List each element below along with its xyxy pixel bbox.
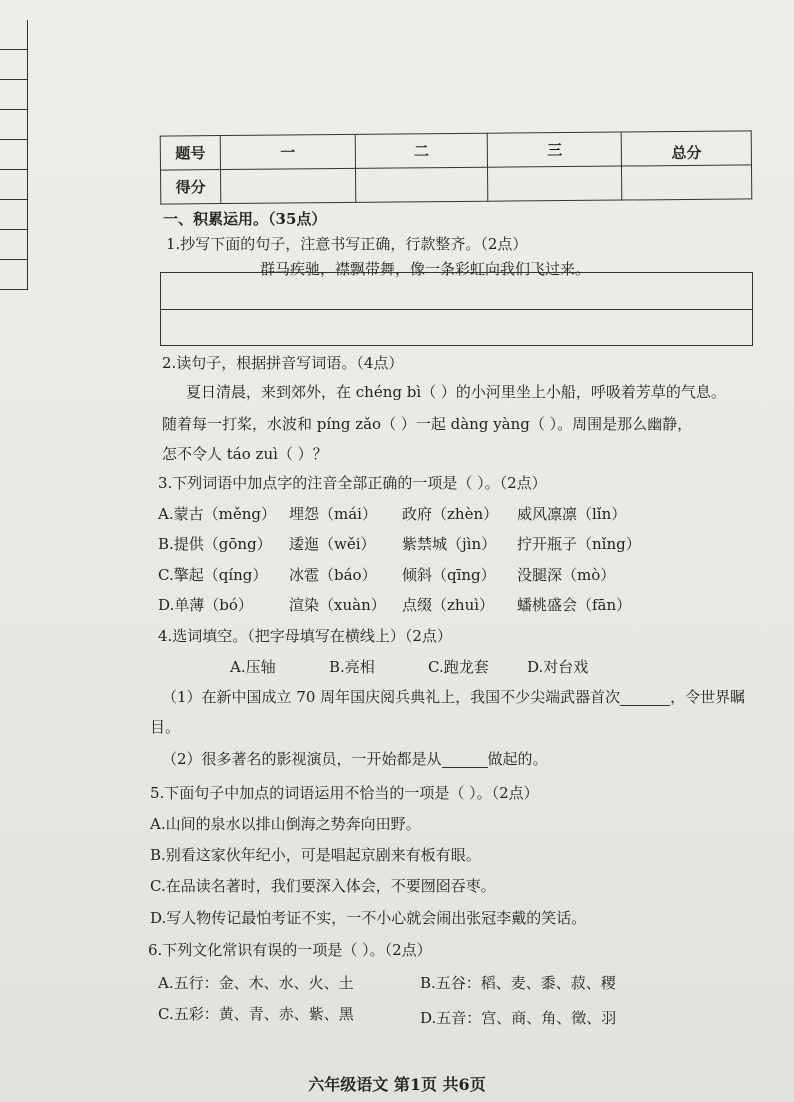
q3-opt-a-1: A.蒙古（měng） — [158, 505, 276, 523]
q4-item1-tail: ，令世界瞩 — [670, 688, 746, 706]
q5-option-d: D.写人物传记最怕考证不实，一不小心就会闹出张冠李戴的笑话。 — [150, 909, 587, 927]
copy-writing-box[interactable] — [160, 272, 753, 346]
q3-opt-d-1: D.单薄（bó） — [158, 596, 253, 614]
q3-opt-b-4: 拧开瓶子（nǐng） — [517, 535, 641, 553]
score-table — [160, 130, 753, 204]
col-3: 三 — [488, 132, 622, 167]
score-cell-1[interactable] — [220, 168, 355, 203]
q4-choice-c: C.跑龙套 — [428, 658, 489, 676]
q3-opt-c-4: 没腿深（mò） — [517, 566, 616, 584]
q6-option-a: A.五行：金、木、水、火、土 — [158, 974, 354, 992]
col-2: 二 — [355, 133, 488, 168]
q3-opt-b-3: 紫禁城（jìn） — [402, 535, 497, 553]
q6-option-c: C.五彩：黄、青、赤、紫、黑 — [158, 1005, 354, 1023]
q3-opt-a-4: 威风凛凛（lǐn） — [517, 505, 627, 523]
page-footer: 六年级语文 第1页 共6页 — [308, 1075, 486, 1094]
q3-opt-c-2: 冰雹（báo） — [289, 566, 377, 584]
score-label: 得分 — [161, 170, 221, 205]
q5-option-c: C.在品读名著时，我们要深入体会，不要囫囵吞枣。 — [150, 877, 496, 895]
q3-opt-c-3: 倾斜（qīng） — [402, 566, 496, 584]
q1-prompt: 1.抄写下面的句子，注意书写正确，行款整齐。（2点） — [166, 235, 528, 253]
score-cell-total[interactable] — [622, 165, 752, 200]
q3-prompt: 3.下列词语中加点字的注音全部正确的一项是（ ）。（2点） — [158, 474, 547, 492]
section-title: 一、积累运用。（35点） — [163, 210, 327, 228]
score-cell-2[interactable] — [355, 167, 488, 202]
q4-item1-text: （1）在新中国成立 70 周年国庆阅兵典礼上，我国不少尖端武器首次 — [162, 688, 621, 706]
q4-choice-d: D.对台戏 — [527, 658, 589, 676]
q4-item2-text: （2）很多著名的影视演员，一开始都是从 — [162, 750, 442, 768]
q1-sentence: 群马疾驰，襟飘带舞，像一条彩虹向我们飞过来。 — [260, 260, 591, 278]
q3-opt-d-4: 蟠桃盛会（fān） — [517, 596, 632, 614]
q5-option-a: A.山间的泉水以排山倒海之势奔向田野。 — [150, 815, 421, 833]
q4-choice-b: B.亮相 — [329, 658, 375, 676]
q4-prompt: 4.选词填空。（把字母填写在横线上）（2点） — [158, 627, 452, 645]
q2-line1: 夏日清晨，来到郊外，在 chéng bì（ ）的小河里坐上小船，呼吸着芳草的气息。 — [186, 383, 726, 401]
q5-option-b: B.别看这家伙年纪小，可是唱起京剧来有板有眼。 — [150, 846, 481, 864]
q3-opt-b-1: B.提供（gōng） — [158, 535, 272, 553]
q4-item1-line2: 目。 — [150, 718, 181, 736]
q5-prompt: 5.下面句子中加点的词语运用不恰当的一项是（ ）。（2点） — [150, 784, 539, 802]
col-1: 一 — [220, 134, 355, 169]
q4-item2-tail: 做起的。 — [487, 750, 548, 768]
margin-grid — [0, 20, 28, 290]
q2-prompt: 2.读句子，根据拼音写词语。（4点） — [162, 354, 404, 372]
q2-line2: 随着每一打桨，水波和 píng zǎo（ ）一起 dàng yàng（ ）。周围是那么幽静， — [162, 415, 693, 433]
q2-line3: 怎不令人 táo zuì（ ）？ — [162, 445, 328, 463]
q3-opt-d-2: 渲染（xuàn） — [289, 596, 386, 614]
q6-prompt: 6.下列文化常识有误的一项是（ ）。（2点） — [148, 941, 432, 959]
q6-option-b: B.五谷：稻、麦、黍、菽、稷 — [420, 974, 616, 992]
q6-option-d: D.五音：宫、商、角、徵、羽 — [420, 1009, 617, 1027]
q3-opt-c-1: C.擎起（qíng） — [158, 566, 268, 584]
q4-choice-a: A.压轴 — [230, 658, 276, 676]
q4-item1-blank[interactable] — [620, 690, 670, 706]
score-cell-3[interactable] — [488, 166, 622, 201]
header-label: 题号 — [160, 136, 220, 171]
q4-item2-blank[interactable] — [442, 752, 488, 768]
q3-opt-a-3: 政府（zhèn） — [402, 505, 499, 523]
q3-opt-b-2: 逶迤（wěi） — [289, 535, 376, 553]
q3-opt-a-2: 埋怨（mái） — [289, 505, 377, 523]
col-total: 总分 — [621, 131, 751, 166]
q3-opt-d-3: 点缀（zhuì） — [402, 596, 495, 614]
